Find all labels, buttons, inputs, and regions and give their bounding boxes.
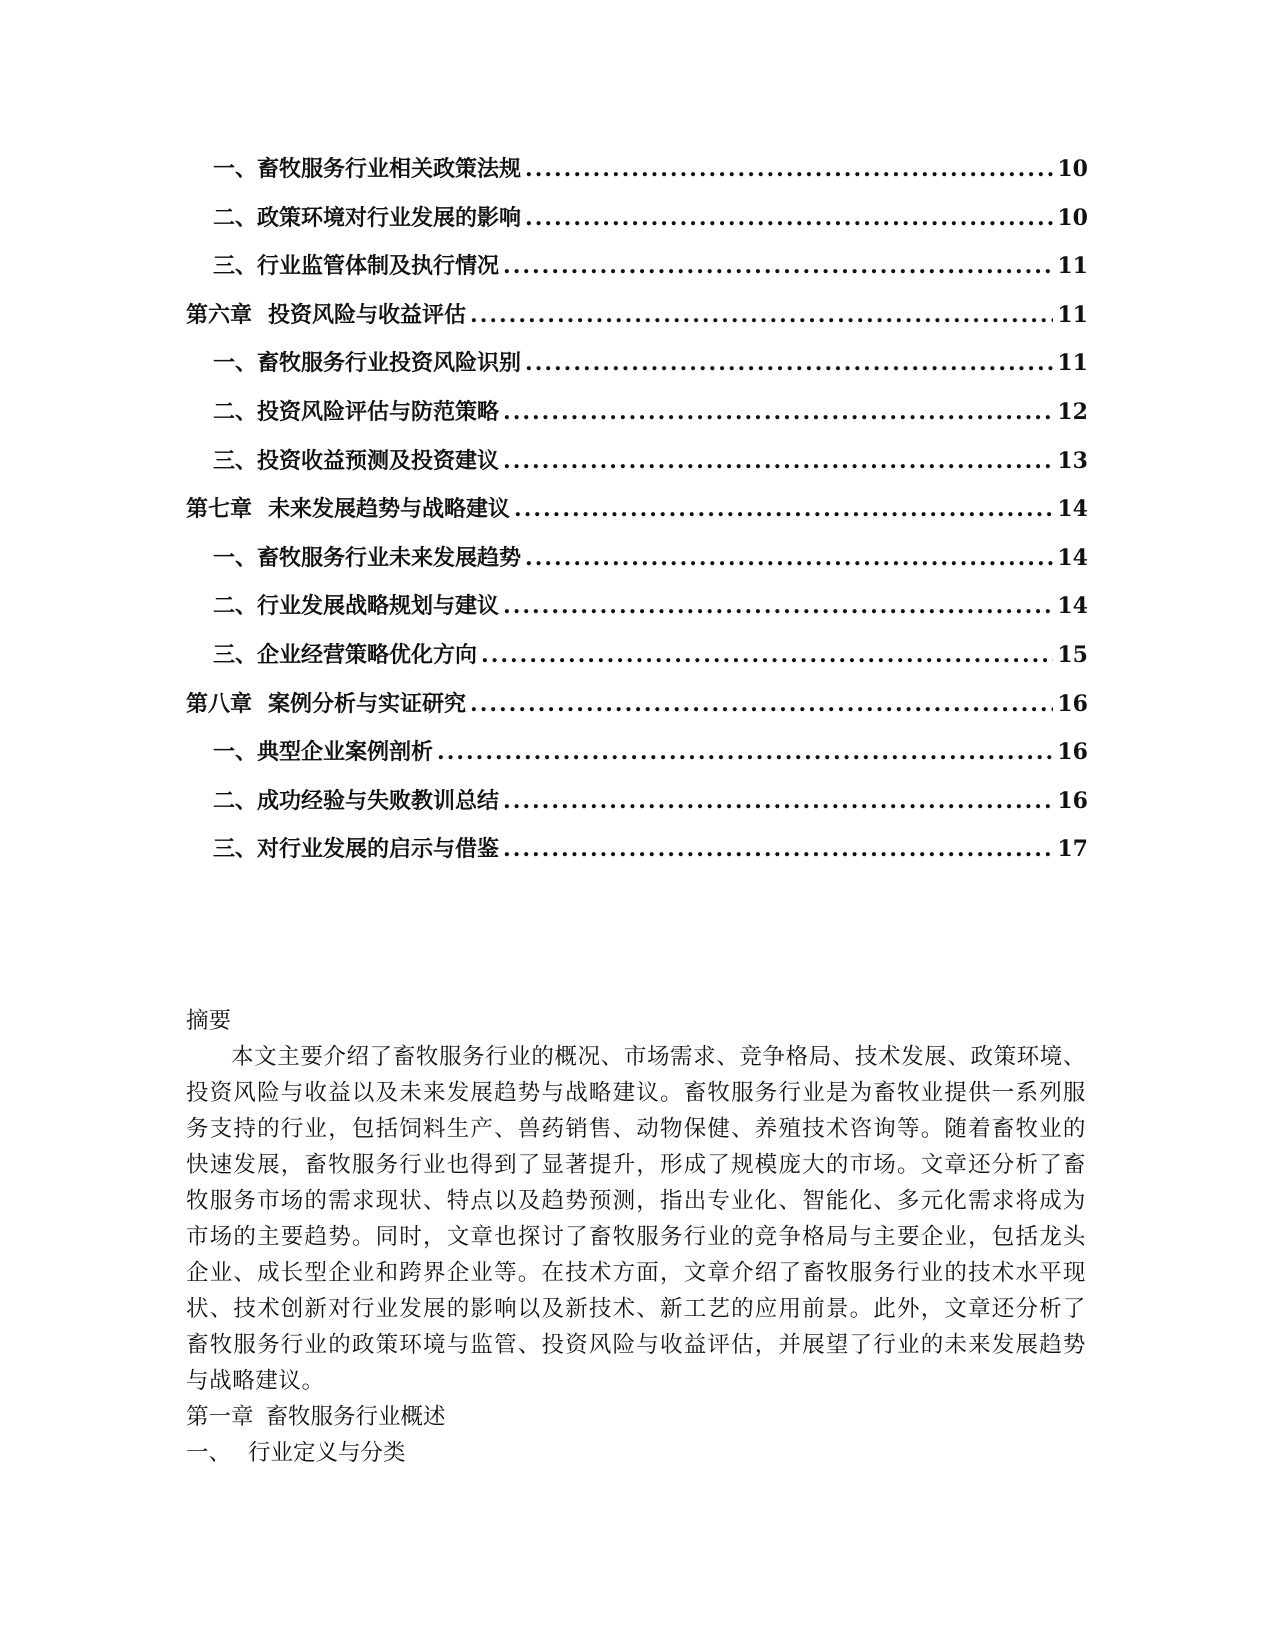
- abstract-paragraph: 本文主要介绍了畜牧服务行业的概况、市场需求、竞争格局、技术发展、政策环境、投资风险与收益以及未来发展趋势与战略建议。畜牧服务行业是为畜牧业提供一系列服务支持的行业，包括饲料生产、兽药销售、动物保健、养殖技术咨询等。随着畜牧业的快速发展，畜牧服务行业也得到了显著提升，形成了规模庞大的市场。文章还分析了畜牧服务市场的需求现状、特点以及趋势预测，指出专业化、智能化、多元化需求将成为市场的主要趋势。同时，文章也探讨了畜牧服务行业的竞争格局与主要企业，包括龙头企业、成长型企业和跨界企业等。在技术方面，文章介绍了畜牧服务行业的技术水平现状、技术创新对行业发展的影响以及新技术、新工艺的应用前景。此外，文章还分析了畜牧服务行业的政策环境与监管、投资风险与收益评估，并展望了行业的未来发展趋势与战略建议。: [186, 1044, 1086, 1394]
- chapter-heading: [186, 1399, 1086, 1435]
- toc-entry-page-number: 16: [1057, 739, 1088, 766]
- toc-entry-title: 畜牧服务行业未来发展趋势: [257, 544, 522, 571]
- toc-entry-number: 第七章: [186, 496, 253, 523]
- toc-entry-page-number: 16: [1057, 690, 1088, 717]
- toc-entry-title: 投资风险评估与防范策略: [257, 398, 500, 425]
- toc-entry-title: 典型企业案例剖析: [257, 739, 434, 766]
- toc-section-entry[interactable]: [186, 825, 1088, 874]
- toc-entry-number: 二、: [213, 204, 258, 231]
- toc-entry-page-number: 13: [1057, 447, 1088, 474]
- toc-entry-title: 畜牧服务行业相关政策法规: [257, 156, 522, 182]
- toc-entry-number: 二、: [213, 787, 258, 814]
- toc-chapter-entry[interactable]: [186, 291, 1088, 340]
- toc-entry-page-number: 14: [1057, 593, 1088, 620]
- toc-entry-title: 投资风险与收益评估: [268, 301, 467, 328]
- toc-entry-page-number: 10: [1057, 156, 1088, 182]
- toc-section-entry[interactable]: [186, 777, 1088, 826]
- toc-entry-number: 二、: [213, 398, 258, 425]
- toc-section-entry[interactable]: [186, 339, 1088, 388]
- section-heading: [186, 1435, 1086, 1471]
- toc-entry-number: 三、: [213, 641, 258, 668]
- toc-chapter-entry[interactable]: [186, 680, 1088, 729]
- chapter-title: 畜牧服务行业概述: [265, 1404, 446, 1430]
- toc-entry-page-number: 15: [1057, 641, 1088, 668]
- toc-dot-leader: [525, 194, 1053, 243]
- toc-entry-number: 二、: [213, 593, 258, 620]
- toc-dot-leader: [525, 145, 1053, 194]
- toc-entry-title: 行业监管体制及执行情况: [257, 253, 500, 280]
- toc-entry-title: 企业经营策略优化方向: [257, 641, 478, 668]
- toc-entry-number: 一、: [213, 156, 258, 182]
- toc-dot-leader: [503, 388, 1053, 437]
- toc-entry-page-number: 11: [1057, 350, 1088, 377]
- toc-entry-page-number: 16: [1057, 787, 1088, 814]
- toc-entry-title: 未来发展趋势与战略建议: [268, 496, 511, 523]
- toc-dot-leader: [503, 437, 1053, 486]
- toc-entry-number: 第八章: [186, 690, 253, 717]
- table-of-contents: [186, 145, 1088, 874]
- document-body: [186, 1003, 1086, 1471]
- toc-entry-page-number: 11: [1057, 253, 1088, 280]
- toc-section-entry[interactable]: [186, 388, 1088, 437]
- toc-dot-leader: [525, 534, 1053, 583]
- toc-dot-leader: [437, 728, 1053, 777]
- section-number: 一、: [186, 1440, 232, 1466]
- toc-entry-page-number: 10: [1057, 204, 1088, 231]
- toc-entry-number: 一、: [213, 544, 258, 571]
- toc-entry-title: 投资收益预测及投资建议: [257, 447, 500, 474]
- toc-dot-leader: [503, 582, 1053, 631]
- toc-section-entry[interactable]: [186, 631, 1088, 680]
- section-title: 行业定义与分类: [248, 1440, 406, 1466]
- toc-entry-number: 三、: [213, 253, 258, 280]
- toc-entry-number: 第六章: [186, 301, 253, 328]
- toc-section-entry[interactable]: [186, 534, 1088, 583]
- toc-entry-number: 一、: [213, 739, 258, 766]
- toc-entry-number: 一、: [213, 350, 258, 377]
- toc-entry-number: 三、: [213, 447, 258, 474]
- toc-dot-leader: [525, 339, 1053, 388]
- toc-entry-page-number: 17: [1057, 836, 1088, 863]
- toc-entry-page-number: 14: [1057, 544, 1088, 571]
- toc-dot-leader: [503, 825, 1053, 874]
- toc-chapter-entry[interactable]: [186, 485, 1088, 534]
- toc-entry-number: 三、: [213, 836, 258, 863]
- toc-section-entry[interactable]: [186, 437, 1088, 486]
- toc-section-entry[interactable]: [186, 728, 1088, 777]
- toc-section-entry[interactable]: [186, 145, 1088, 194]
- toc-section-entry[interactable]: [186, 194, 1088, 243]
- toc-entry-title: 政策环境对行业发展的影响: [257, 204, 522, 231]
- toc-dot-leader: [514, 485, 1053, 534]
- toc-entry-title: 畜牧服务行业投资风险识别: [257, 350, 522, 377]
- toc-dot-leader: [470, 291, 1053, 340]
- toc-entry-title: 案例分析与实证研究: [268, 690, 467, 717]
- toc-dot-leader: [503, 242, 1053, 291]
- toc-entry-title: 行业发展战略规划与建议: [257, 593, 500, 620]
- toc-entry-page-number: 11: [1057, 301, 1088, 328]
- toc-entry-title: 对行业发展的启示与借鉴: [257, 836, 500, 863]
- toc-dot-leader: [503, 777, 1053, 826]
- chapter-number: 第一章: [186, 1404, 254, 1430]
- toc-section-entry[interactable]: [186, 582, 1088, 631]
- toc-entry-page-number: 14: [1057, 496, 1088, 523]
- toc-dot-leader: [481, 631, 1053, 680]
- toc-entry-page-number: 12: [1057, 398, 1088, 425]
- toc-entry-title: 成功经验与失败教训总结: [257, 787, 500, 814]
- abstract-heading: 摘要: [186, 1008, 232, 1034]
- toc-dot-leader: [470, 680, 1053, 729]
- toc-section-entry[interactable]: [186, 242, 1088, 291]
